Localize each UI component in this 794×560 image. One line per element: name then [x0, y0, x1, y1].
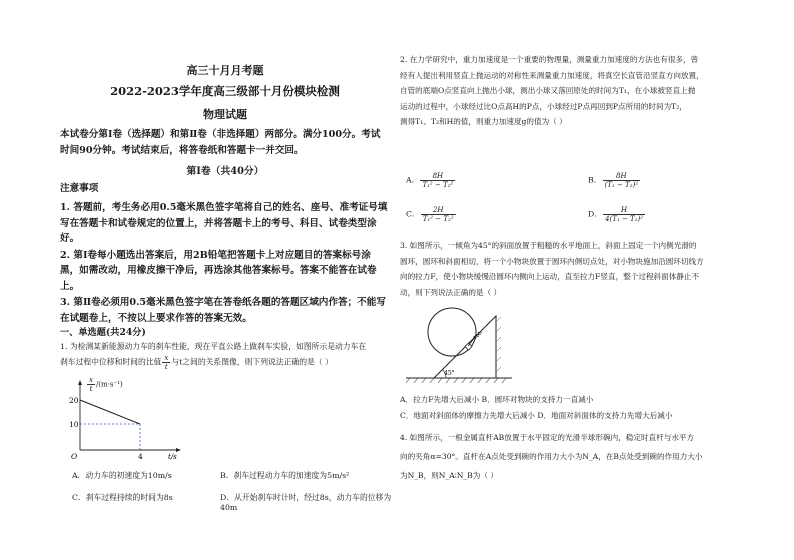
q3-force-label: F — [477, 331, 482, 339]
q4-line-2: 向的夹角α=30°。直杆在A点处受到碗的作用力大小为N_A，在B点处受到碗的作用力大小 — [400, 452, 703, 461]
q2-line-1: 2. 在力学研究中，重力加速度是一个重要的物理量，测量重力加速度的方法也有很多，曾 — [400, 55, 699, 64]
q1-y-tick-20: 20 — [69, 396, 79, 405]
q3-options — [400, 392, 772, 423]
q1-option-b-text: B．刹车过程动力车的加速度为5 — [220, 471, 333, 480]
question-4 — [400, 428, 772, 485]
notice-item-1: 1. 答题前，考生务必用0.5毫米黑色签字笔将自己的姓名、座号、准考证号填写在答题卡和试卷规定的位置上，并将答题卡上的考号、科目、试卷类型涂好。 — [60, 202, 388, 244]
q3-line-2: 圆环，圆环和斜面相切，将一个小物块放置于圆环内侧切点处，对小物块施加沿圆环切线方 — [400, 256, 704, 266]
q2-a-den: T₁² − T₂² — [422, 181, 454, 189]
q2-option-b-fraction — [603, 172, 641, 189]
q4-line-1: 4. 如图所示，一根金属直杆AB放置于水平固定的光滑半球形碗内，稳定时直杆与水平方 — [400, 433, 695, 442]
notice-heading: 注意事项 — [60, 183, 99, 194]
single-choice-heading: 一、单选题(共24分) — [60, 327, 146, 338]
q2-line-3: 自管的底端O点竖直向上抛出小球，测出小球又落回原处的时间为T₁，在小球被竖直上抛 — [400, 86, 696, 96]
q1-option-b — [220, 470, 395, 481]
exam-title-year: 2022-2023学年度高三级部十月份模块检测 — [110, 84, 340, 98]
q1-frac-num: x — [164, 354, 169, 362]
q2-line-5: 测得T₁、T₂和H的值，则重力加速度g的值为（ ） — [400, 117, 567, 127]
q1-y-label — [86, 376, 123, 393]
q1-option-c: C．刹车过程持续的时间为8s — [72, 493, 173, 502]
q3-option-line-2: C．地面对斜面体的摩擦力先增大后减小 D．地面对斜面体的支持力先增大后减小 — [400, 410, 673, 420]
q3-angle-label: 45° — [444, 370, 455, 377]
q3-line-4: 动，则下列说法正确的是（ ） — [400, 287, 502, 297]
q3-line-1: 3. 如图所示，一倾角为45°的斜面放置于粗糙的水平地面上，斜面上固定一个内侧光滑的 — [400, 241, 697, 250]
exam-intro — [60, 127, 390, 159]
q1-option-b-unit: m/s² — [332, 471, 350, 480]
q3-line-3: 向的拉力F，使小物块缓慢沿圆环内侧向上运动，直至拉力F竖直，整个过程斜面体静止不 — [400, 272, 700, 282]
q4-line-3: 为N_B，则N_A∶N_B为（ ） — [400, 471, 498, 480]
notice-list — [60, 200, 390, 327]
q2-option-b-label: B． — [588, 175, 602, 185]
q2-option-a — [406, 172, 456, 189]
q1-x-arrow — [176, 448, 181, 452]
notice-item-3: 3. 第Ⅱ卷必须用0.5毫米黑色签字笔在答卷纸各题的答题区域内作答；不能写在试题卷上，不按以上要求作答的答案无效。 — [60, 297, 386, 324]
q1-option-a: A．动力车的初速度为10m/s — [72, 471, 172, 480]
q1-option-d: D．从开始刹车时计时，经过8s，动力车的位移为40m — [220, 493, 392, 512]
q2-b-den: (T₁ − T₂)² — [604, 181, 639, 189]
q2-option-b — [588, 172, 641, 189]
q1-origin: O — [71, 452, 78, 460]
intro-line-2: 时间90分钟。考试结束后，将答卷纸和答题卡一并交回。 — [60, 145, 304, 156]
q2-b-num: 8H — [603, 172, 641, 181]
q1-y-frac-num: x — [89, 376, 93, 384]
q2-option-d — [588, 206, 646, 223]
q1-y-unit: /(m·s⁻¹) — [95, 380, 123, 389]
q1-y-arrow — [78, 380, 82, 385]
notice-item-2: 2. 第Ⅰ卷每小题选出答案后，用2B铅笔把答题卡上对应题目的答案标号涂黑，如需改动，用橡皮擦干净后，再选涂其他答案标号。答案不能答在试卷上。 — [60, 249, 377, 292]
q1-x-tick-4: 4 — [138, 452, 143, 460]
q2-line-4: 运动的过程中，小球经过比O点高H的P点，小球经过P点再回到P点所用的时间为T₂， — [400, 101, 687, 111]
q1-stem-text-b: 与t之间的关系图像，则下列说法正确的是（ ） — [171, 357, 333, 367]
q1-data-line — [80, 400, 140, 424]
exam-title-subject: 物理试题 — [203, 108, 247, 121]
q2-line-2: 经有人提出利用竖直上抛运动的对称性来测量重力加速度，将真空长直管沿竖直方向放置， — [400, 70, 704, 80]
q2-option-c — [406, 206, 457, 223]
intro-line-1: 本试卷分第Ⅰ卷（选择题）和第Ⅱ卷（非选择题）两部分。满分100分。考试 — [60, 129, 381, 140]
exam-title-monthly: 高三十月月考题 — [186, 64, 264, 77]
q1-stem-fraction — [162, 354, 170, 371]
q1-stem-text-a: 刹车过程中位移和时间的比值 — [60, 357, 162, 367]
q3-diagram — [404, 306, 514, 386]
q1-stem-line-1: 1. 为检测某新能源动力车的刹车性能，现在平直公路上做刹车实验，如图所示是动力车在 — [60, 342, 367, 351]
q1-y-tick-10: 10 — [69, 420, 79, 429]
q2-a-num: 8H — [420, 172, 455, 181]
q1-frac-den: t — [164, 363, 168, 371]
q1-y-label-fraction — [87, 376, 95, 393]
q2-c-den: T₁² − T₂² — [422, 215, 454, 223]
q3-block — [465, 343, 472, 350]
q2-option-c-label: C． — [406, 209, 420, 219]
q1-stem-line-2 — [60, 354, 392, 371]
q2-d-num: H — [603, 206, 645, 215]
q2-c-num: 2H — [421, 206, 456, 215]
q2-option-a-fraction — [420, 172, 455, 189]
question-1 — [60, 340, 392, 371]
q2-option-d-fraction — [603, 206, 645, 223]
q2-option-c-fraction — [421, 206, 456, 223]
q2-d-den: 4(T₁ − T₂)² — [605, 215, 644, 223]
q2-option-d-label: D． — [588, 209, 603, 219]
question-3 — [400, 238, 772, 300]
q1-x-label: t/s — [168, 453, 177, 460]
q3-ground-hatch — [406, 378, 506, 383]
q1-y-frac-den: t — [89, 385, 93, 393]
q3-option-line-1: A．拉力F先增大后减小 B．圆环对物块的支持力一直减小 — [400, 395, 594, 404]
q2-option-a-label: A． — [406, 175, 420, 185]
section-1-label: 第Ⅰ卷（共40分） — [186, 166, 264, 177]
q3-incline-hatch — [496, 317, 501, 372]
question-2 — [400, 52, 772, 130]
